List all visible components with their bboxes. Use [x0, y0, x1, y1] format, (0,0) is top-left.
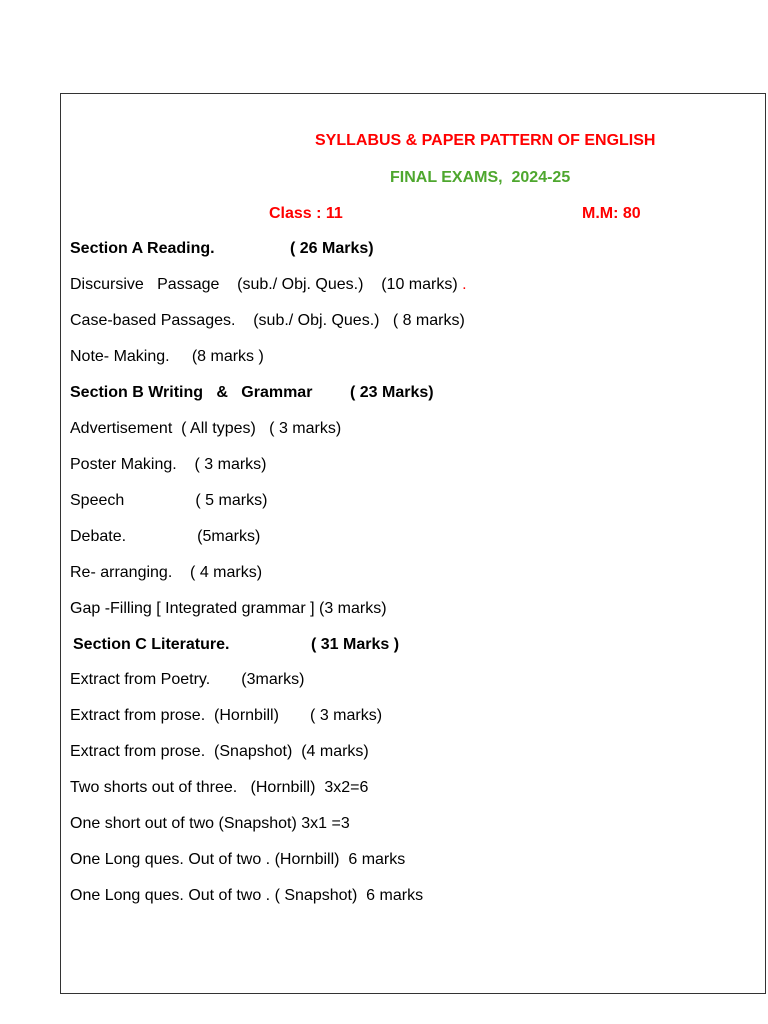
list-item: Poster Making. ( 3 marks): [70, 456, 267, 473]
section-b-heading: Section B Writing & Grammar: [70, 384, 313, 401]
list-item: Re- arranging. ( 4 marks): [70, 564, 263, 581]
list-item: Debate. (5marks): [70, 528, 261, 545]
list-item: Case-based Passages. (sub./ Obj. Ques.) ( 8 marks): [70, 312, 465, 329]
list-item: [70, 275, 467, 295]
document-title: SYLLABUS & PAPER PATTERN OF ENGLISH: [315, 132, 656, 149]
list-item-text: Discursive Passage (sub./ Obj. Ques.) (10 marks): [70, 276, 463, 293]
class-label: Class : 11: [269, 205, 343, 222]
section-c-heading: Section C Literature.: [73, 636, 230, 653]
list-item: Two shorts out of three. (Hornbill) 3x2=6: [70, 779, 369, 796]
section-a-heading: Section A Reading.: [70, 240, 215, 257]
list-item: Speech ( 5 marks): [70, 492, 268, 509]
list-item: One Long ques. Out of two . ( Snapshot) 6 marks: [70, 887, 424, 904]
list-item: One Long ques. Out of two . (Hornbill) 6 marks: [70, 851, 406, 868]
exam-subtitle: FINAL EXAMS, 2024-25: [390, 169, 571, 186]
list-item: Extract from prose. (Snapshot) (4 marks): [70, 743, 369, 760]
section-a-marks: ( 26 Marks): [290, 240, 374, 257]
red-dot-mark: .: [462, 276, 467, 293]
section-b-marks: ( 23 Marks): [350, 384, 434, 401]
list-item: Extract from Poetry. (3marks): [70, 671, 305, 688]
section-c-marks: ( 31 Marks ): [311, 636, 400, 653]
max-marks: M.M: 80: [582, 205, 641, 222]
list-item: Extract from prose. (Hornbill) ( 3 marks): [70, 707, 383, 724]
list-item: Note- Making. (8 marks ): [70, 348, 264, 365]
list-item: One short out of two (Snapshot) 3x1 =3: [70, 815, 350, 832]
list-item: Advertisement ( All types) ( 3 marks): [70, 420, 342, 437]
list-item: Gap -Filling [ Integrated grammar ] (3 marks): [70, 600, 387, 617]
